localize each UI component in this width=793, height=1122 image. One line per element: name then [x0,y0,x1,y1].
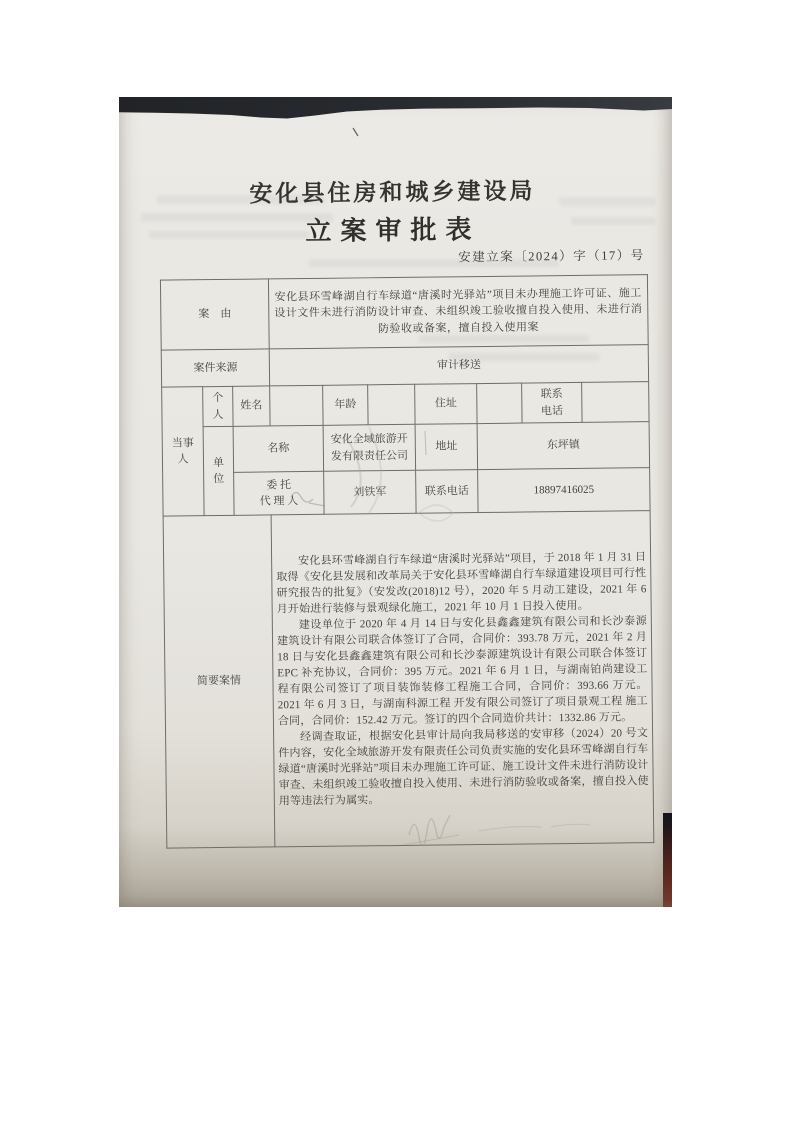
unit-address-label: 地址 [415,424,478,471]
agent-phone-label: 联系电话 [416,470,478,514]
individual-label: 个人 [203,386,233,426]
approval-form-table [160,274,655,849]
unit-name-value: 安化全域旅游开发有限责任公司 [323,424,416,471]
brief-paragraph-2: 建设单位于 2020 年 4 月 14 日与安化县鑫鑫建筑有限公司和长沙泰源建筑设计有限公司联合体签订了合同，合同价：393.78 万元，2021 年 2 月 18 日与安化县鑫鑫建筑有限公司和长沙泰源建筑设计有限公司联合体签订 EPC 补充协议，合同价：395 万元。2021 年 6 月 1 日，与湖南铂尚建设工程有限公司签订了项目装饰装修工程施工合同，合同价：393.66 万元。 2021 年 6 月 3 日，与湖南科源工程 开发有限公司签订了项目景观工程 施工合同，合同价：152.42 万元。签订的四个合同造价共计：1332.86 万元。 [276,614,648,727]
party-label: 当事人 [162,387,204,516]
individual-address-label: 住址 [415,384,477,425]
agent-name-value: 刘铁军 [324,470,416,514]
individual-age-label: 年龄 [323,385,368,426]
case-source-label: 案件来源 [161,349,269,387]
agent-label: 委 托 代 理 人 [234,471,324,515]
case-brief-row [163,511,654,849]
brief-paragraph-3: 经调查取证，根据安化县审计局向我局移送的安审移（2024）20 号文件内容，安化全域旅游开发有限责任公司负责实施的安化县环雪峰湖自行车绿道“唐溪时光驿站”项目未办理施工许可证、施工设计文件未进行消防设计审查、未组织竣工验收擅自投入使用、未进行消防验收或备案，擅自投入使用等违法行为属实。 [278,726,649,807]
party-unit-name-row [162,422,650,474]
case-source-value: 审计移送 [269,345,648,386]
individual-address-value [477,383,522,424]
party-individual-row [162,382,650,428]
brief-paragraph-1: 安化县环雪峰湖自行车绿道“唐溪时光驿站”项目，于 2018 年 1 月 31 日取得《安化县发展和改革局关于安化县环雪峰湖自行车绿道建设项目可行性研究报告的批复》（安发改(2018)12 号），2020 年 5 月动工建设，2021 年 6 月开始进行装修与景观绿化施工，2021 年 10 月 1 日投入使用。 [276,550,647,615]
individual-phone-value [582,382,650,423]
individual-name-value [270,385,323,426]
reference-number: 安建立案〔2024）字（17）号 [458,248,645,265]
red-edge-strip [663,813,672,907]
unit-label: 单位 [203,426,234,515]
case-brief-label: 简要案情 [163,515,275,848]
individual-phone-label: 联系 电话 [522,382,582,423]
form-title: 立案审批表 [305,215,481,247]
unit-address-value: 东坪镇 [477,422,650,470]
case-reason-label: 案 由 [160,279,269,350]
case-reason-value: 安化县环雪峰湖自行车绿道“唐溪时光驿站”项目未办理施工许可证、施工设计文件未进行消防设计审查、未组织竣工验收擅自投入使用、未进行消防验收或备案，擅自投入使用案 [268,275,648,349]
unit-name-label: 名称 [233,425,324,472]
agent-phone-value: 18897416025 [478,468,651,513]
individual-age-value [368,384,415,425]
document-content [119,97,672,907]
individual-name-label: 姓名 [233,386,270,426]
party-agent-row [163,468,651,517]
agency-title: 安化县住房和城乡建设局 [249,178,536,207]
case-reason-row [160,275,648,351]
scanned-document-photo [119,97,672,907]
case-source-row [161,345,648,388]
case-brief-content [271,511,654,847]
